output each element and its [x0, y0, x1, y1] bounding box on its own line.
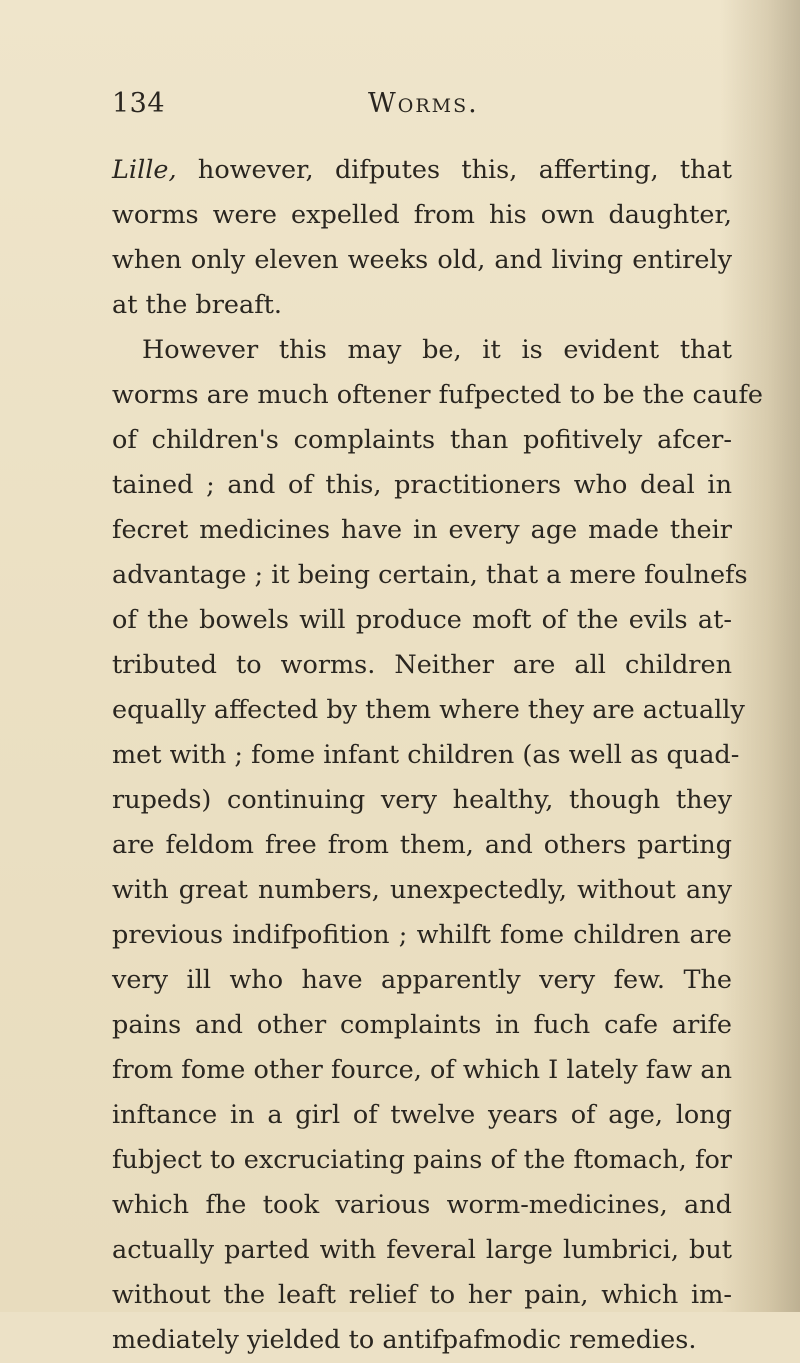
text-line: from fome other fource, of which I lately faw an — [112, 1055, 732, 1085]
page-number: 134 — [112, 88, 166, 119]
text-line: equally affected by them where they are actually — [112, 695, 745, 725]
text-line: with great numbers, unexpectedly, without any — [112, 875, 732, 905]
text-line: are feldom free from them, and others parting — [112, 830, 732, 860]
text-line: when only eleven weeks old, and living entirely — [112, 245, 732, 275]
text-line: advantage ; it being certain, that a mere foulnefs — [112, 560, 748, 590]
text-segment: however, difputes this, afferting, that — [176, 155, 732, 185]
text-line — [112, 148, 732, 193]
body-text — [112, 148, 763, 1363]
text-line: without the leaft relief to her pain, which im- — [112, 1280, 732, 1310]
text-line: tained ; and of this, practitioners who deal in — [112, 470, 732, 500]
author-name: Lille, — [112, 155, 177, 185]
text-line: met with ; fome infant children (as well as quad- — [112, 740, 740, 770]
text-line: fecret medicines have in every age made their — [112, 515, 732, 545]
running-title: Worms. — [368, 88, 479, 119]
text-line: actually parted with feveral large lumbrici, but — [112, 1235, 732, 1265]
running-head — [112, 88, 712, 128]
text-line: worms were expelled from his own daughter, — [112, 200, 732, 230]
text-line: mediately yielded to antifpafmodic remedies. — [112, 1325, 697, 1355]
text-line: at the breaft. — [112, 290, 283, 320]
text-line: rupeds) continuing very healthy, though they — [112, 785, 732, 815]
text-line: of the bowels will produce moft of the evils at- — [112, 605, 732, 635]
text-line: very ill who have apparently very few. The — [112, 965, 732, 995]
text-line: pains and other complaints in fuch cafe arife — [112, 1010, 732, 1040]
text-line: worms are much oftener fufpected to be the caufe — [112, 380, 763, 410]
text-line: fubject to excruciating pains of the ftomach, for — [112, 1145, 732, 1175]
text-line: of children's complaints than pofitively afcer- — [112, 425, 732, 455]
text-line: tributed to worms. Neither are all children — [112, 650, 732, 680]
text-line: However this may be, it is evident that — [142, 335, 732, 365]
text-line: which fhe took various worm-medicines, and — [112, 1190, 732, 1220]
text-line: previous indifpofition ; whilft fome children are — [112, 920, 732, 950]
text-line: inftance in a girl of twelve years of age, long — [112, 1100, 732, 1130]
